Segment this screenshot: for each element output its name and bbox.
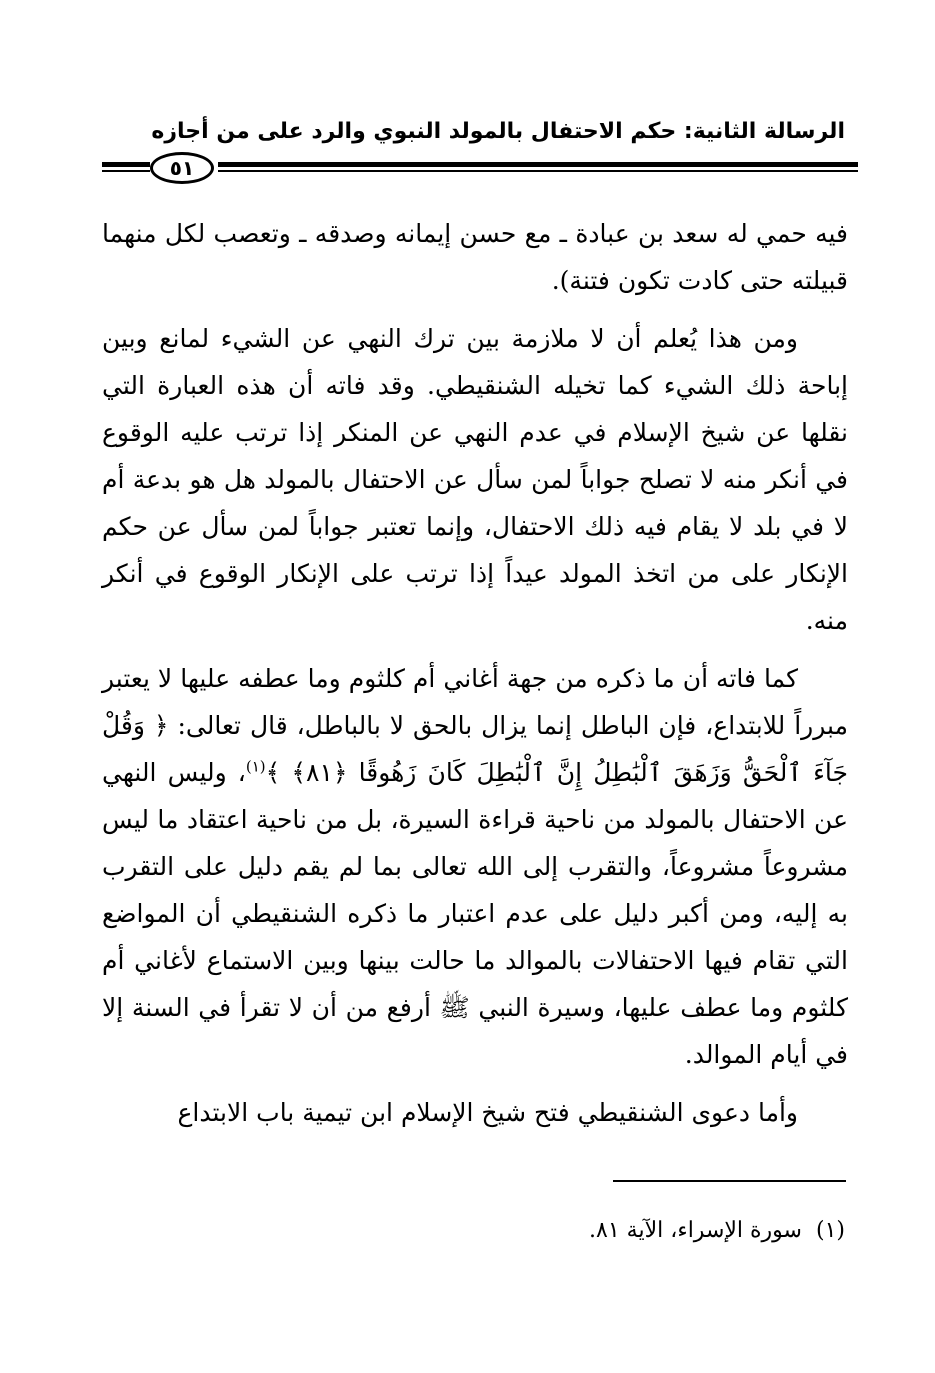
footnote-reference: (١) bbox=[245, 757, 266, 776]
paragraph-2: ومن هذا يُعلم أن لا ملازمة بين ترك النهي عن الشيء لمانع وبين إباحة ذلك الشيء كما تخيله الشنقيطي. وقد فاته أن هذه العبارة التي نقلها عن شيخ الإسلام في عدم النهي عن المنكر إذا ترتب عليه الوقوع في أنكر منه لا تصلح جواباً لمن سأل عن الاحتفال بالمولد هل هو بدعة أم لا في بلد لا يقام فيه ذلك الاحتفال، وإنما تعتبر جواباً لمن سأل عن حكم الإنكار على من اتخذ المولد عيداً إذا ترتب على الإنكار الوقوع في أنكر منه. bbox=[102, 324, 848, 635]
paragraph-3-rest: ، وليس النهي عن الاحتفال بالمولد من ناحية قراءة السيرة، بل من ناحية اعتقاد ما ليس مشروعاً مشروعاً، والتقرب إلى الله تعالى بما لم يقم دليل على التقرب به إليه، ومن أكبر دليل على عدم اعتبار ما ذكره الشنقيطي أن المواضع التي تقام فيها الاحتفالات بالموالد ما حالت بينها وبين الاستماع لأغاني أم كلثوم وما عطف عليها، وسيرة النبي ﷺ أرفع من أن لا تقرأ في السنة إلا في أيام الموالد. bbox=[102, 758, 848, 1069]
paragraph-4: وأما دعوى الشنقيطي فتح شيخ الإسلام ابن تيمية باب الابتداع bbox=[177, 1098, 798, 1127]
running-header-title: الرسالة الثانية: حكم الاحتفال بالمولد النبوي والرد على من أجازه bbox=[151, 119, 845, 144]
paragraph-3 bbox=[102, 655, 848, 1078]
header-rule-left bbox=[102, 160, 150, 174]
footnote-text: سورة الإسراء، الآية ٨١. bbox=[589, 1218, 802, 1243]
footnote-separator bbox=[613, 1180, 846, 1182]
paragraph-1: فيه حمي له سعد بن عبادة ـ مع حسن إيمانه وصدقه ـ وتعصب لكل منهما قبيلته حتى كادت تكون فتنة). bbox=[102, 219, 848, 295]
page-number: ٥١ bbox=[150, 152, 214, 184]
main-text bbox=[102, 210, 848, 1147]
header-rule-right bbox=[218, 160, 858, 174]
quran-verse: ﴿ وَقُلْ جَآءَ ٱلْحَقُّ وَزَهَقَ ٱلْبَٰطِلُ إِنَّ ٱلْبَٰطِلَ كَانَ زَهُوقًا ﴿٨١﴾ ﴾ bbox=[102, 711, 848, 787]
footnote bbox=[85, 1212, 845, 1250]
footnote-number: (١) bbox=[815, 1218, 845, 1243]
paragraph-3-intro: كما فاته أن ما ذكره من جهة أغاني أم كلثوم وما عطفه عليها لا يعتبر مبرراً للابتداع، فإن الباطل إنما يزال بالحق لا بالباطل، قال تعالى: bbox=[102, 664, 848, 740]
